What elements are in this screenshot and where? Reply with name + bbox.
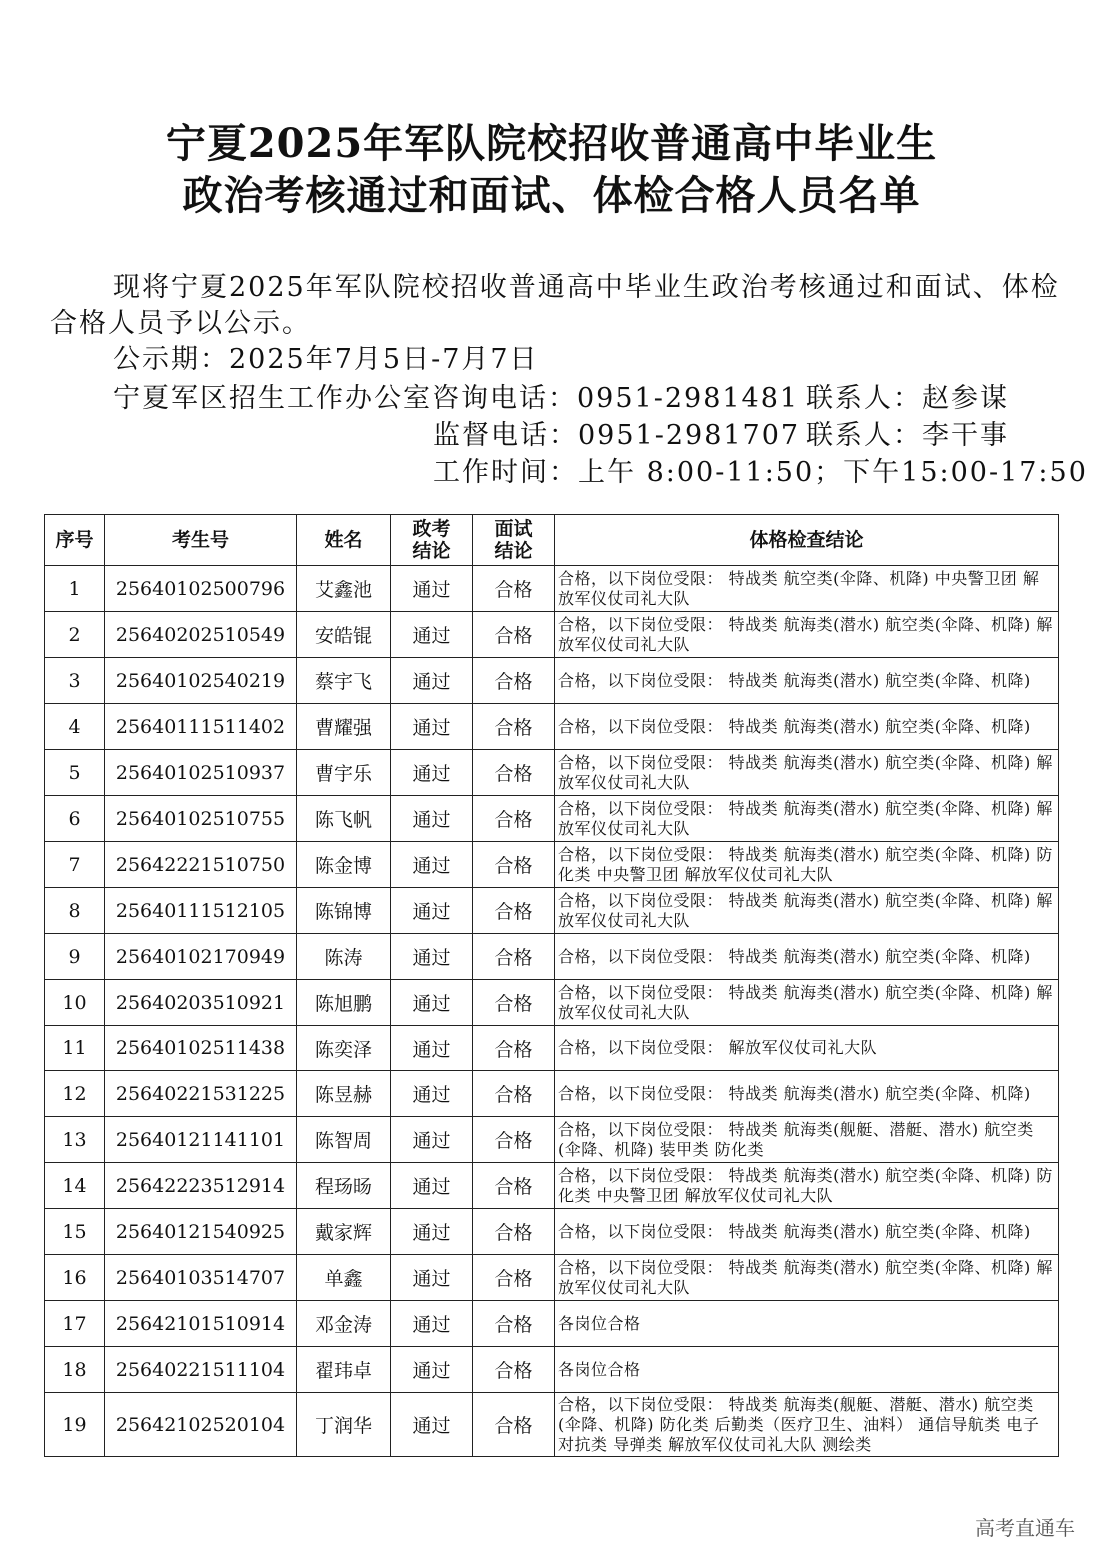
cell-name: 陈智周 bbox=[297, 1117, 391, 1163]
table-row bbox=[45, 1117, 1059, 1163]
cell-name: 陈涛 bbox=[297, 934, 391, 980]
cell-medical: 合格，以下岗位受限： 特战类 航空类(伞降、机降) 中央警卫团 解放军仪仗司礼大队 bbox=[555, 566, 1059, 612]
header-name: 姓名 bbox=[297, 515, 391, 566]
cell-political: 通过 bbox=[391, 1117, 473, 1163]
table-row bbox=[45, 980, 1059, 1026]
cell-political: 通过 bbox=[391, 796, 473, 842]
table-row bbox=[45, 888, 1059, 934]
table-row bbox=[45, 842, 1059, 888]
cell-political: 通过 bbox=[391, 1026, 473, 1071]
table-row bbox=[45, 1209, 1059, 1255]
cell-medical: 合格，以下岗位受限： 特战类 航海类(潜水) 航空类(伞降、机降) 防化类 中央警卫团 解放军仪仗司礼大队 bbox=[555, 842, 1059, 888]
cell-seq: 19 bbox=[45, 1393, 105, 1457]
cell-medical: 合格，以下岗位受限： 特战类 航海类(潜水) 航空类(伞降、机降) 防化类 中央警卫团 解放军仪仗司礼大队 bbox=[555, 1163, 1059, 1209]
cell-seq: 7 bbox=[45, 842, 105, 888]
cell-interview: 合格 bbox=[473, 1117, 555, 1163]
cell-medical: 合格，以下岗位受限： 特战类 航海类(潜水) 航空类(伞降、机降) 解放军仪仗司礼大队 bbox=[555, 888, 1059, 934]
cell-political: 通过 bbox=[391, 566, 473, 612]
cell-exam-no: 25640102540219 bbox=[105, 658, 297, 704]
cell-political: 通过 bbox=[391, 1347, 473, 1393]
cell-name: 陈锦博 bbox=[297, 888, 391, 934]
cell-seq: 10 bbox=[45, 980, 105, 1026]
cell-name: 陈昱赫 bbox=[297, 1071, 391, 1117]
cell-medical: 合格，以下岗位受限： 特战类 航海类(潜水) 航空类(伞降、机降) bbox=[555, 934, 1059, 980]
cell-seq: 12 bbox=[45, 1071, 105, 1117]
consult-phone: 宁夏军区招生工作办公室咨询电话：0951-2981481 bbox=[113, 383, 800, 414]
candidate-table bbox=[44, 514, 1059, 1457]
cell-seq: 4 bbox=[45, 704, 105, 750]
cell-medical: 各岗位合格 bbox=[555, 1301, 1059, 1347]
intro-line-1: 现将宁夏2025年军队院校招收普通高中毕业生政治考核通过和面试、体检 bbox=[113, 272, 1060, 303]
table-row bbox=[45, 658, 1059, 704]
cell-seq: 18 bbox=[45, 1347, 105, 1393]
cell-name: 丁润华 bbox=[297, 1393, 391, 1457]
cell-interview: 合格 bbox=[473, 1071, 555, 1117]
cell-seq: 15 bbox=[45, 1209, 105, 1255]
cell-exam-no: 25640102510937 bbox=[105, 750, 297, 796]
cell-medical: 合格，以下岗位受限： 特战类 航海类(潜水) 航空类(伞降、机降) 解放军仪仗司礼大队 bbox=[555, 612, 1059, 658]
table-row bbox=[45, 1163, 1059, 1209]
cell-interview: 合格 bbox=[473, 1163, 555, 1209]
cell-medical: 合格，以下岗位受限： 特战类 航海类(潜水) 航空类(伞降、机降) 解放军仪仗司礼大队 bbox=[555, 1255, 1059, 1301]
cell-medical: 合格，以下岗位受限： 特战类 航海类(潜水) 航空类(伞降、机降) bbox=[555, 1209, 1059, 1255]
cell-exam-no: 25640203510921 bbox=[105, 980, 297, 1026]
cell-political: 通过 bbox=[391, 1255, 473, 1301]
cell-interview: 合格 bbox=[473, 566, 555, 612]
cell-interview: 合格 bbox=[473, 1347, 555, 1393]
cell-political: 通过 bbox=[391, 842, 473, 888]
cell-political: 通过 bbox=[391, 1071, 473, 1117]
cell-political: 通过 bbox=[391, 1393, 473, 1457]
table-row bbox=[45, 750, 1059, 796]
title-line-2: 政治考核通过和面试、体检合格人员名单 bbox=[182, 172, 921, 219]
cell-seq: 3 bbox=[45, 658, 105, 704]
header-interview-l1: 面试 bbox=[494, 518, 533, 540]
header-exam-no: 考生号 bbox=[105, 515, 297, 566]
cell-name: 曹耀强 bbox=[297, 704, 391, 750]
publicity-period: 公示期：2025年7月5日-7月7日 bbox=[113, 344, 539, 375]
cell-name: 陈飞帆 bbox=[297, 796, 391, 842]
cell-seq: 13 bbox=[45, 1117, 105, 1163]
table-row bbox=[45, 796, 1059, 842]
cell-seq: 1 bbox=[45, 566, 105, 612]
table-row bbox=[45, 1071, 1059, 1117]
cell-medical: 合格，以下岗位受限： 特战类 航海类(潜水) 航空类(伞降、机降) 解放军仪仗司礼大队 bbox=[555, 980, 1059, 1026]
header-interview-l2: 结论 bbox=[494, 540, 533, 562]
cell-exam-no: 25642102520104 bbox=[105, 1393, 297, 1457]
table-row bbox=[45, 704, 1059, 750]
cell-medical: 各岗位合格 bbox=[555, 1347, 1059, 1393]
cell-name: 单鑫 bbox=[297, 1255, 391, 1301]
cell-name: 艾鑫池 bbox=[297, 566, 391, 612]
header-political bbox=[391, 515, 473, 566]
cell-political: 通过 bbox=[391, 980, 473, 1026]
cell-medical: 合格，以下岗位受限： 特战类 航海类(潜水) 航空类(伞降、机降) bbox=[555, 1071, 1059, 1117]
cell-exam-no: 25640103514707 bbox=[105, 1255, 297, 1301]
cell-exam-no: 25640111512105 bbox=[105, 888, 297, 934]
cell-exam-no: 25642223512914 bbox=[105, 1163, 297, 1209]
cell-exam-no: 25640102170949 bbox=[105, 934, 297, 980]
cell-political: 通过 bbox=[391, 704, 473, 750]
cell-name: 陈旭鹏 bbox=[297, 980, 391, 1026]
cell-medical: 合格，以下岗位受限： 特战类 航海类(潜水) 航空类(伞降、机降) bbox=[555, 658, 1059, 704]
contact-person-1: 联系人：赵参谋 bbox=[806, 383, 1009, 414]
header-medical: 体格检查结论 bbox=[555, 515, 1059, 566]
table-row bbox=[45, 1393, 1059, 1457]
cell-name: 戴家辉 bbox=[297, 1209, 391, 1255]
cell-name: 陈奕泽 bbox=[297, 1026, 391, 1071]
cell-interview: 合格 bbox=[473, 934, 555, 980]
cell-medical: 合格，以下岗位受限： 特战类 航海类(潜水) 航空类(伞降、机降) 解放军仪仗司礼大队 bbox=[555, 796, 1059, 842]
cell-political: 通过 bbox=[391, 934, 473, 980]
cell-interview: 合格 bbox=[473, 612, 555, 658]
table-row bbox=[45, 1347, 1059, 1393]
cell-political: 通过 bbox=[391, 888, 473, 934]
work-time: 工作时间：上午 8:00-11:50；下午15:00-17:50 bbox=[433, 457, 1088, 488]
cell-exam-no: 25640102500796 bbox=[105, 566, 297, 612]
cell-medical: 合格，以下岗位受限： 特战类 航海类(潜水) 航空类(伞降、机降) bbox=[555, 704, 1059, 750]
header-political-l2: 结论 bbox=[412, 540, 451, 562]
cell-name: 邓金涛 bbox=[297, 1301, 391, 1347]
table-header-row bbox=[45, 515, 1059, 566]
cell-exam-no: 25640121141101 bbox=[105, 1117, 297, 1163]
cell-exam-no: 25640221511104 bbox=[105, 1347, 297, 1393]
cell-name: 安皓锟 bbox=[297, 612, 391, 658]
header-political-l1: 政考 bbox=[412, 518, 451, 540]
intro-line-2: 合格人员予以公示。 bbox=[50, 308, 311, 339]
cell-medical: 合格，以下岗位受限： 解放军仪仗司礼大队 bbox=[555, 1026, 1059, 1071]
table-row bbox=[45, 934, 1059, 980]
cell-exam-no: 25640221531225 bbox=[105, 1071, 297, 1117]
cell-interview: 合格 bbox=[473, 1209, 555, 1255]
cell-name: 程玚旸 bbox=[297, 1163, 391, 1209]
cell-medical: 合格，以下岗位受限： 特战类 航海类(舰艇、潜艇、潜水) 航空类(伞降、机降) 防化类 后勤类（医疗卫生、油料） 通信导航类 电子对抗类 导弹类 解放军仪仗司礼大队 测绘类 bbox=[555, 1393, 1059, 1457]
supervision-phone: 监督电话：0951-2981707 bbox=[433, 420, 801, 451]
cell-interview: 合格 bbox=[473, 888, 555, 934]
cell-exam-no: 25640102511438 bbox=[105, 1026, 297, 1071]
cell-interview: 合格 bbox=[473, 1393, 555, 1457]
cell-name: 陈金博 bbox=[297, 842, 391, 888]
cell-seq: 17 bbox=[45, 1301, 105, 1347]
cell-interview: 合格 bbox=[473, 704, 555, 750]
header-interview bbox=[473, 515, 555, 566]
cell-name: 翟玮卓 bbox=[297, 1347, 391, 1393]
cell-seq: 9 bbox=[45, 934, 105, 980]
cell-seq: 5 bbox=[45, 750, 105, 796]
cell-exam-no: 25642101510914 bbox=[105, 1301, 297, 1347]
title-line-1: 宁夏2025年军队院校招收普通高中毕业生 bbox=[165, 120, 938, 167]
cell-interview: 合格 bbox=[473, 1255, 555, 1301]
cell-name: 曹宇乐 bbox=[297, 750, 391, 796]
cell-exam-no: 25640202510549 bbox=[105, 612, 297, 658]
table-row bbox=[45, 1026, 1059, 1071]
cell-seq: 16 bbox=[45, 1255, 105, 1301]
cell-medical: 合格，以下岗位受限： 特战类 航海类(舰艇、潜艇、潜水) 航空类(伞降、机降) 装甲类 防化类 bbox=[555, 1117, 1059, 1163]
cell-interview: 合格 bbox=[473, 842, 555, 888]
cell-exam-no: 25640102510755 bbox=[105, 796, 297, 842]
cell-political: 通过 bbox=[391, 1163, 473, 1209]
table-row bbox=[45, 566, 1059, 612]
cell-seq: 6 bbox=[45, 796, 105, 842]
cell-name: 蔡宇飞 bbox=[297, 658, 391, 704]
contact-person-2: 联系人：李干事 bbox=[806, 420, 1009, 451]
table-row bbox=[45, 1255, 1059, 1301]
cell-seq: 14 bbox=[45, 1163, 105, 1209]
cell-interview: 合格 bbox=[473, 1026, 555, 1071]
cell-political: 通过 bbox=[391, 658, 473, 704]
table-row bbox=[45, 1301, 1059, 1347]
header-seq: 序号 bbox=[45, 515, 105, 566]
watermark: 高考直通车 bbox=[975, 1516, 1075, 1540]
cell-interview: 合格 bbox=[473, 750, 555, 796]
cell-seq: 8 bbox=[45, 888, 105, 934]
cell-interview: 合格 bbox=[473, 1301, 555, 1347]
cell-exam-no: 25642221510750 bbox=[105, 842, 297, 888]
cell-exam-no: 25640111511402 bbox=[105, 704, 297, 750]
cell-interview: 合格 bbox=[473, 980, 555, 1026]
cell-exam-no: 25640121540925 bbox=[105, 1209, 297, 1255]
cell-medical: 合格，以下岗位受限： 特战类 航海类(潜水) 航空类(伞降、机降) 解放军仪仗司礼大队 bbox=[555, 750, 1059, 796]
table-row bbox=[45, 612, 1059, 658]
cell-political: 通过 bbox=[391, 1209, 473, 1255]
cell-political: 通过 bbox=[391, 750, 473, 796]
cell-seq: 11 bbox=[45, 1026, 105, 1071]
cell-seq: 2 bbox=[45, 612, 105, 658]
cell-interview: 合格 bbox=[473, 796, 555, 842]
cell-political: 通过 bbox=[391, 612, 473, 658]
cell-political: 通过 bbox=[391, 1301, 473, 1347]
cell-interview: 合格 bbox=[473, 658, 555, 704]
